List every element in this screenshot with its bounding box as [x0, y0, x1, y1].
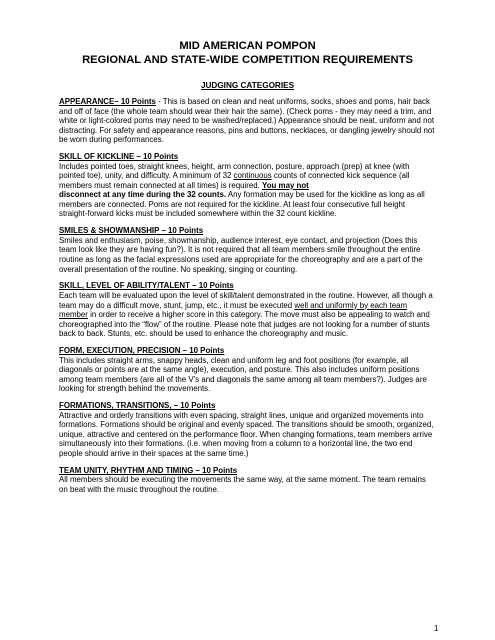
- section-text: Any formation may be used for the kickline as long as all members are connected. Poms are not required for the kickline. At least four consecutive full height straight-forward kicks must be included somewhere within the 32 count kickline.: [59, 190, 425, 219]
- section-text: Includes pointed toes, straight knees, height, arm connection, posture, approach (prep) at knee (with pointed toe), unity, and difficulty. A minimum of 32: [59, 161, 410, 181]
- document-subtitle: REGIONAL AND STATE-WIDE COMPETITION REQUIREMENTS: [82, 54, 413, 66]
- section-appearance: [59, 97, 435, 145]
- section-text-underlined: continuous: [233, 171, 272, 181]
- section-text: Smiles and enthusiasm, poise, showmanship, audience interest, eye contact, and projection (Does this team look like they are having fun?). It is not required that all team members smile throughout the entire routine as long as the facial expressions used are appropriate for the choreography and are a part of the overall presentation of the routine. No speaking, singing or counting.: [59, 235, 423, 274]
- section-text: - This is based on clean and neat uniforms, socks, shoes and poms, hair back and off of face (the whole team should wear their hair the same). (Check poms - they may need a trim, and white or light-colored poms may need to be washed/replaced.) Appearance should be neat, uniform and not distracting. For safety and appearance reasons, pins and buttons, necklaces, or dangling jewelry should not be worn during performances.: [59, 97, 435, 145]
- section-unity: [59, 466, 435, 495]
- section-heading: FORMATIONS, TRANSITIONS, – 10 Points: [59, 401, 216, 411]
- section-heading: SKILL OF KICKLINE – 10 Points: [59, 152, 179, 162]
- section-text-underlined: well and uniformly by each team member: [59, 300, 408, 320]
- section-text: in order to receive a higher score in this category. The move must also be appealing to watch and choreographed into the “flow” of the routine. Please note that judges are not looking for a number of stunts back to back. Stunts, etc. should be used to enhance the choreography and music.: [59, 310, 430, 339]
- section-heading: FORM, EXECUTION, PRECISION – 10 Points: [59, 346, 225, 356]
- section-kickline: [59, 152, 435, 219]
- section-text: Attractive and orderly transitions with even spacing, straight lines, unique and organized movements into formations. Formations should be original and evenly spaced. The transitions should be smooth, organized, unique, attractive and centered on the performance floor. When changing formations, team members arrive simultaneously into their formations. (i.e. when moving from a column to a horizontal line, the two end people should arrive in their spaces at the same time.): [59, 410, 434, 458]
- section-heading: TEAM UNITY, RHYTHM AND TIMING – 10 Points: [59, 465, 238, 475]
- judging-categories-heading: JUDGING CATEGORIES: [200, 81, 295, 90]
- section-heading: APPEARANCE– 10 Points: [59, 97, 156, 106]
- document-title: MID AMERICAN POMPON: [179, 40, 316, 52]
- section-text: counts of connected kick sequence (all members must remain connected at all times) is required.: [59, 171, 410, 190]
- section-text: All members should be executing the movements the same way, at the same moment. The team remains on beat with the music throughout the routine.: [59, 475, 426, 495]
- section-form: [59, 346, 435, 394]
- section-skill-level: [59, 281, 435, 338]
- section-smiles: [59, 226, 435, 274]
- section-heading: SMILES & SHOWMANSHIP – 10 Points: [59, 226, 204, 236]
- section-text: This includes straight arms, snappy heads, clean and uniform leg and foot positions (for example, all diagonals or points are at the same angle), execution, and posture. This also includes uniform positions among team members (are all of the V’s and diagonals the same among all team members?). Judges are looking for strength behind the movements.: [59, 355, 427, 394]
- section-text: Each team will be evaluated upon the level of skill/talent demonstrated in the routine. However, all though a team may do a difficult move, stunt, jump, etc., it must be executed: [59, 291, 433, 310]
- document-body: [59, 97, 435, 502]
- section-heading: SKILL, LEVEL OF ABILITY/TALENT – 10 Points: [59, 281, 234, 291]
- section-text-emphasis: You may not: [262, 180, 309, 190]
- section-text-emphasis: disconnect at any time during the 32 counts.: [59, 190, 227, 200]
- section-formations: [59, 401, 435, 458]
- page-number: 1: [434, 624, 439, 633]
